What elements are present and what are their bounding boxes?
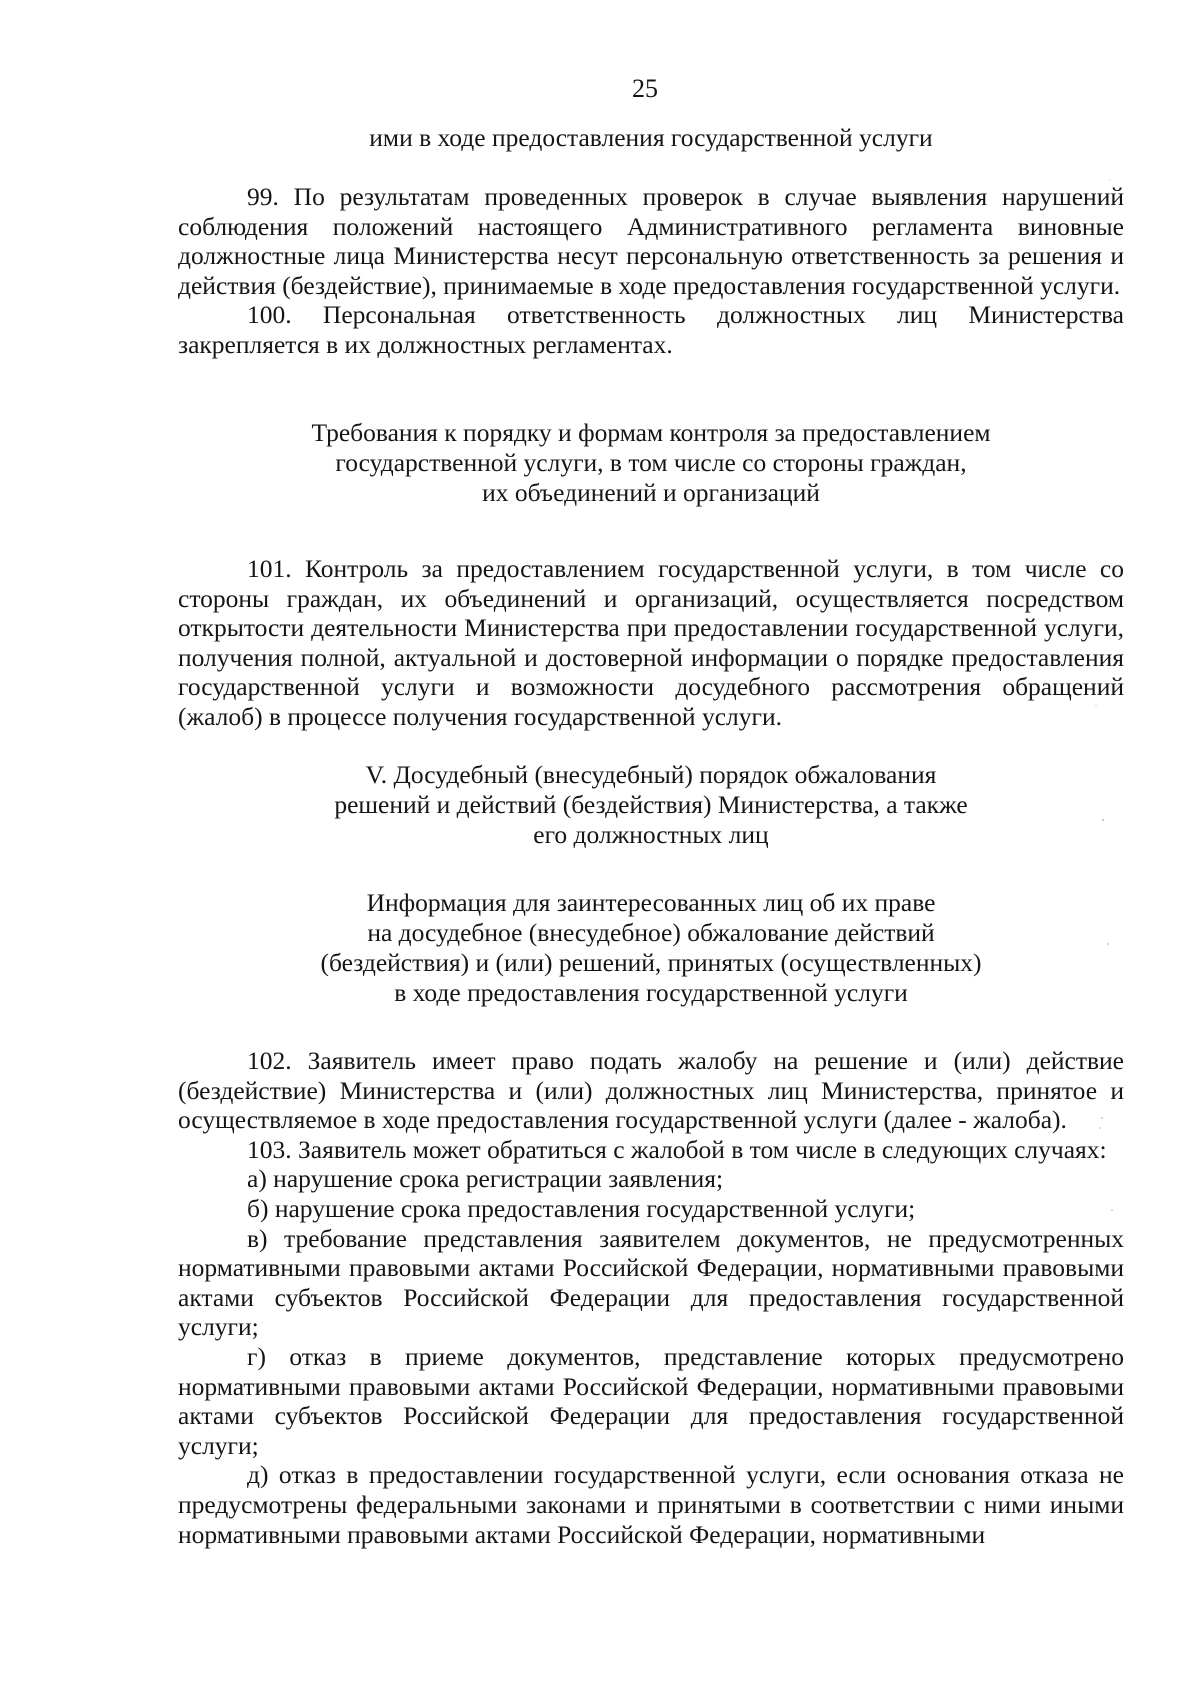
continued-heading-line: ими в ходе предоставления государственной услуги <box>369 123 933 152</box>
list-item-g: г) отказ в приеме документов, представление которых предусмотрено нормативными правовыми актами Российской Федерации, нормативными правовыми актами субъектов Российской Федерации для предоставления государственной услуги; <box>178 1341 1124 1460</box>
heading-section-v <box>178 760 1124 850</box>
section-102-103 <box>178 1046 1124 1549</box>
list-item-v: в) требование представления заявителем документов, не предусмотренных нормативными правовыми актами Российской Федерации, нормативными правовыми актами субъектов Российской Федерации для предоставления государственной услуги; <box>178 1223 1124 1342</box>
page-number: 25 <box>632 74 658 103</box>
heading-line: Требования к порядку и формам контроля за предоставлением <box>311 418 991 447</box>
heading-line: государственной услуги, в том числе со стороны граждан, <box>335 448 967 477</box>
paragraph-103: 103. Заявитель может обратиться с жалобой в том числе в следующих случаях: <box>247 1134 1107 1164</box>
paragraph-99: 99. По результатам проведенных проверок в случае выявления нарушений соблюдения положений настоящего Административного регламента виновные должностные лица Министерства несут персональную ответственность за решения и действия (бездействие), принимаемые в ходе предоставления государственной услуги. <box>178 182 1124 300</box>
list-item-b: б) нарушение срока предоставления государственной услуги; <box>247 1193 916 1223</box>
section-99-100 <box>178 182 1124 360</box>
heading-line: их объединений и организаций <box>482 478 820 507</box>
continued-heading <box>178 123 1124 153</box>
list-item-d: д) отказ в предоставлении государственной услуги, если основания отказа не предусмотрены федеральными законами и принятыми в соответствии с ними иными нормативными правовыми актами Российской Федерации, нормативными <box>178 1460 1124 1549</box>
list-item-a: а) нарушение срока регистрации заявления; <box>247 1164 724 1194</box>
heading-line: в ходе предоставления государственной услуги <box>394 978 908 1007</box>
paragraph-101: 101. Контроль за предоставлением государственной услуги, в том числе со стороны граждан, их объединений и организаций, осуществляется посредством открытости деятельности Министерства при предоставлении государственной услуги, получения полной, актуальной и достоверной информации о порядке предоставления государственной услуги и возможности досудебного рассмотрения обращений (жалоб) в процессе получения государственной услуги. <box>178 554 1124 731</box>
paragraph-102: 102. Заявитель имеет право подать жалобу на решение и (или) действие (бездействие) Министерства и (или) должностных лиц Министерства, принятое и осуществляемое в ходе предоставления государственной услуги (далее - жалоба). <box>178 1046 1124 1135</box>
heading-information <box>178 888 1124 1008</box>
heading-line: V. Досудебный (внесудебный) порядок обжалования <box>365 760 937 789</box>
heading-line: его должностных лиц <box>533 820 769 849</box>
heading-control-requirements <box>178 418 1124 508</box>
paragraph-100: 100. Персональная ответственность должностных лиц Министерства закрепляется в их должностных регламентах. <box>178 300 1124 359</box>
section-101 <box>178 554 1124 732</box>
heading-line: Информация для заинтересованных лиц об их праве <box>366 888 936 917</box>
heading-line: (бездействия) и (или) решений, принятых (осуществленных) <box>320 948 982 977</box>
heading-line: решений и действий (бездействия) Министерства, а также <box>334 790 968 819</box>
heading-line: на досудебное (внесудебное) обжалование действий <box>367 918 935 947</box>
